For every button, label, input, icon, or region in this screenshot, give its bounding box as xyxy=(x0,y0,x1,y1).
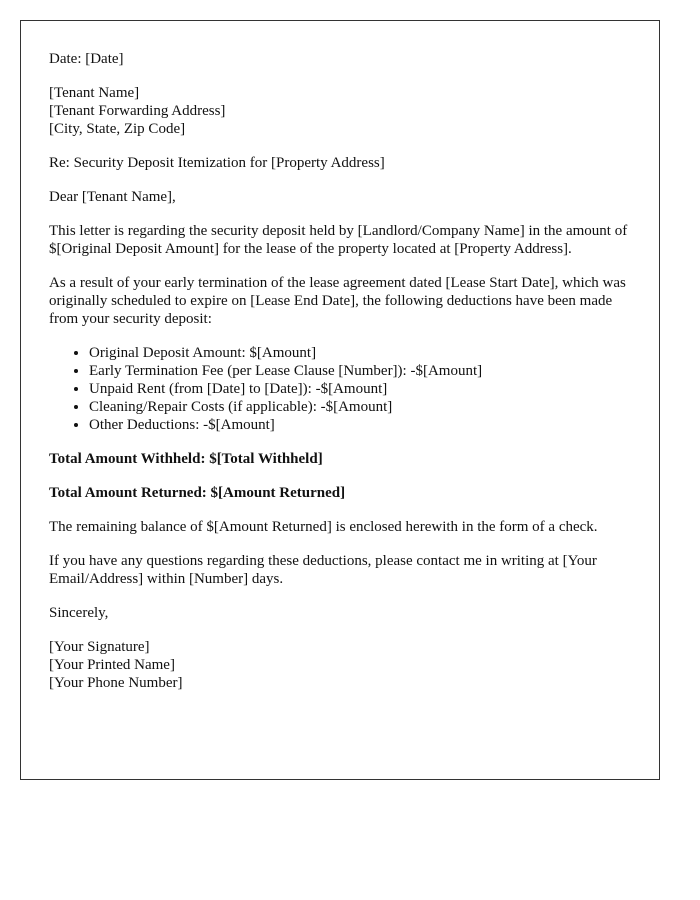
termination-paragraph: As a result of your early termination of the lease agreement dated [Lease Start Date], which was originally scheduled to expire on [Lease End Date], the following deductions have been made from your security deposit: xyxy=(49,275,626,327)
date-line: Date: [Date] xyxy=(49,51,124,67)
questions-paragraph: If you have any questions regarding these deductions, please contact me in writing at [Your Email/Address] within [Number] days. xyxy=(49,553,597,587)
letter-page xyxy=(20,20,660,780)
total-returned: Total Amount Returned: $[Amount Returned] xyxy=(49,485,346,501)
subject-line: Re: Security Deposit Itemization for [Property Address] xyxy=(49,155,385,171)
deduction-item: • Cleaning/Repair Costs (if applicable): -$[Amount] xyxy=(89,398,631,416)
balance-paragraph: The remaining balance of $[Amount Returned] is enclosed herewith in the form of a check. xyxy=(49,519,598,535)
signature-line: [Your Signature] xyxy=(49,639,150,655)
recipient-block xyxy=(49,84,631,138)
salutation: Dear [Tenant Name], xyxy=(49,189,176,205)
phone-number: [Your Phone Number] xyxy=(49,675,183,691)
deductions-list xyxy=(49,344,631,434)
deduction-item: • Early Termination Fee (per Lease Clause [Number]): -$[Amount] xyxy=(89,362,631,380)
deduction-item: • Original Deposit Amount: $[Amount] xyxy=(89,344,631,362)
intro-paragraph: This letter is regarding the security deposit held by [Landlord/Company Name] in the amount of $[Original Deposit Amount] for the lease of the property located at [Property Address]. xyxy=(49,223,628,257)
signature-block xyxy=(49,638,631,692)
printed-name: [Your Printed Name] xyxy=(49,657,175,673)
recipient-city-state-zip: [City, State, Zip Code] xyxy=(49,121,186,137)
recipient-address: [Tenant Forwarding Address] xyxy=(49,103,226,119)
deduction-item: • Unpaid Rent (from [Date] to [Date]): -$[Amount] xyxy=(89,380,631,398)
closing: Sincerely, xyxy=(49,605,109,621)
total-withheld: Total Amount Withheld: $[Total Withheld] xyxy=(49,451,323,467)
deduction-item: • Other Deductions: -$[Amount] xyxy=(89,416,631,434)
recipient-name: [Tenant Name] xyxy=(49,85,140,101)
